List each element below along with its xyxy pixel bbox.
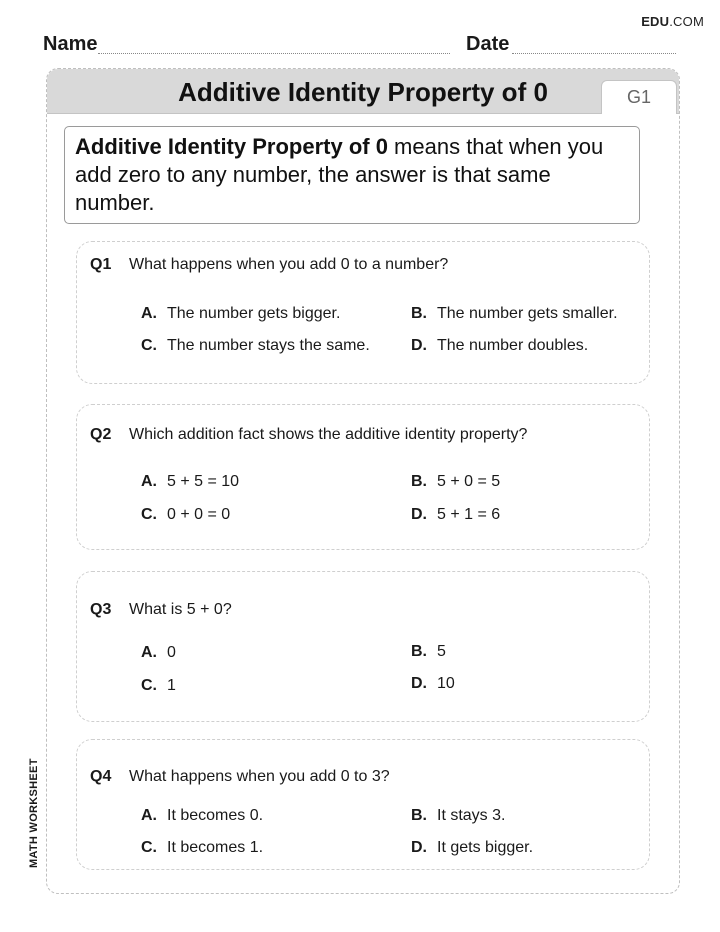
brand-suffix: .COM [669, 14, 704, 29]
grade-tab: G1 [601, 80, 677, 114]
name-field-line[interactable] [98, 53, 450, 54]
option-c[interactable] [141, 506, 230, 524]
option-letter: D. [411, 675, 427, 692]
question-number: Q1 [90, 256, 112, 273]
date-field-line[interactable] [512, 53, 676, 54]
question-text: What is 5 + 0? [129, 601, 232, 618]
question-number: Q4 [90, 768, 112, 785]
question-card-1 [76, 241, 650, 384]
option-letter: A. [141, 473, 157, 490]
option-b[interactable] [411, 643, 446, 661]
question-text: Which addition fact shows the additive identity property? [129, 426, 528, 443]
question-number: Q2 [90, 426, 112, 443]
question-card-4 [76, 739, 650, 870]
option-d[interactable] [411, 506, 500, 524]
question-text: What happens when you add 0 to 3? [129, 768, 390, 785]
option-text: 5 + 5 = 10 [167, 473, 240, 490]
option-text: The number doubles. [437, 337, 589, 354]
option-a[interactable] [141, 644, 176, 662]
option-text: It becomes 1. [167, 839, 264, 856]
option-c[interactable] [141, 337, 370, 355]
option-text: 0 + 0 = 0 [167, 506, 231, 523]
option-a[interactable] [141, 807, 263, 825]
option-text: The number gets bigger. [167, 305, 341, 322]
option-text: The number gets smaller. [437, 305, 618, 322]
option-text: It becomes 0. [167, 807, 264, 824]
question-text: What happens when you add 0 to a number? [129, 256, 449, 273]
brand-logo [641, 14, 704, 29]
option-text: 1 [167, 677, 176, 694]
option-text: 5 [437, 643, 446, 660]
option-letter: D. [411, 506, 427, 523]
option-letter: D. [411, 839, 427, 856]
question-card-3 [76, 571, 650, 722]
option-text: 5 + 0 = 5 [437, 473, 501, 490]
option-letter: D. [411, 337, 427, 354]
option-c[interactable] [141, 839, 263, 857]
option-a[interactable] [141, 305, 340, 323]
option-d[interactable] [411, 839, 533, 857]
question-number: Q3 [90, 601, 112, 618]
name-label: Name [43, 33, 98, 55]
option-letter: A. [141, 807, 157, 824]
date-label: Date [466, 33, 510, 55]
option-letter: B. [411, 473, 427, 490]
brand-name: EDU [641, 14, 670, 29]
option-text: 5 + 1 = 6 [437, 506, 501, 523]
option-letter: B. [411, 807, 427, 824]
option-letter: A. [141, 305, 157, 322]
side-label: MATH WORKSHEET [28, 758, 40, 868]
option-b[interactable] [411, 807, 505, 825]
definition-text: means that when you add zero to any number, the answer is that same number. [75, 134, 604, 215]
option-letter: C. [141, 506, 157, 523]
option-text: It gets bigger. [437, 839, 534, 856]
worksheet-title: Additive Identity Property of 0 [178, 77, 548, 107]
option-letter: C. [141, 337, 157, 354]
option-text: 10 [437, 675, 455, 692]
option-b[interactable] [411, 473, 500, 491]
definition-box [64, 126, 640, 224]
worksheet-header [47, 69, 679, 114]
option-letter: A. [141, 644, 157, 661]
option-text: It stays 3. [437, 807, 506, 824]
option-letter: C. [141, 839, 157, 856]
option-b[interactable] [411, 305, 618, 323]
option-c[interactable] [141, 677, 176, 695]
option-letter: C. [141, 677, 157, 694]
option-letter: B. [411, 643, 427, 660]
question-card-2 [76, 404, 650, 550]
option-a[interactable] [141, 473, 239, 491]
option-text: 0 [167, 644, 176, 661]
definition-term: Additive Identity Property of 0 [75, 134, 388, 159]
option-d[interactable] [411, 675, 455, 693]
option-letter: B. [411, 305, 427, 322]
option-text: The number stays the same. [167, 337, 370, 354]
option-d[interactable] [411, 337, 588, 355]
